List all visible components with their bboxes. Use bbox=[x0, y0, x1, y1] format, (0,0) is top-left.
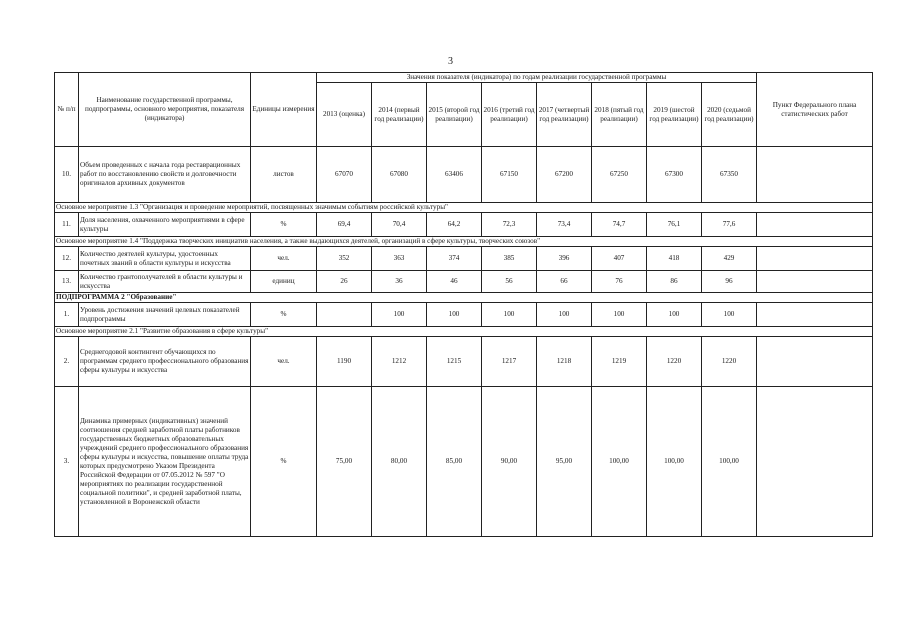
row-number: 10. bbox=[55, 147, 79, 203]
table-row bbox=[55, 303, 873, 327]
header-plan: Пункт Федерального плана статистических работ bbox=[757, 73, 873, 147]
value-cell: 407 bbox=[592, 247, 647, 271]
value-cell: 95,00 bbox=[537, 387, 592, 537]
header-year: 2020 (седьмой год реализации) bbox=[702, 83, 757, 147]
page-number: 3 bbox=[448, 56, 453, 67]
value-cell: 86 bbox=[647, 271, 702, 293]
value-cell: 100 bbox=[372, 303, 427, 327]
plan-cell bbox=[757, 337, 873, 387]
value-cell: 63406 bbox=[427, 147, 482, 203]
value-cell: 36 bbox=[372, 271, 427, 293]
value-cell: 73,4 bbox=[537, 213, 592, 237]
unit-cell: единиц bbox=[251, 271, 317, 293]
plan-cell bbox=[757, 387, 873, 537]
subprogram-row bbox=[55, 293, 873, 303]
row-number: 3. bbox=[55, 387, 79, 537]
value-cell: 100 bbox=[702, 303, 757, 327]
value-cell: 96 bbox=[702, 271, 757, 293]
value-cell: 72,3 bbox=[482, 213, 537, 237]
value-cell: 429 bbox=[702, 247, 757, 271]
header-year: 2018 (пятый год реализации) bbox=[592, 83, 647, 147]
value-cell: 100 bbox=[482, 303, 537, 327]
indicator-name: Среднегодовой контингент обучающихся по программам среднего профессионального образования сферы культуры и искусства bbox=[79, 337, 251, 387]
value-cell: 75,00 bbox=[317, 387, 372, 537]
value-cell: 85,00 bbox=[427, 387, 482, 537]
value-cell: 100 bbox=[647, 303, 702, 327]
header-values-group: Значения показателя (индикатора) по годам реализации государственной программы bbox=[317, 73, 757, 83]
row-number: 11. bbox=[55, 213, 79, 237]
header-year: 2013 (оценка) bbox=[317, 83, 372, 147]
value-cell: 418 bbox=[647, 247, 702, 271]
value-cell: 100 bbox=[592, 303, 647, 327]
plan-cell bbox=[757, 271, 873, 293]
value-cell: 1190 bbox=[317, 337, 372, 387]
row-number: 2. bbox=[55, 337, 79, 387]
value-cell: 67070 bbox=[317, 147, 372, 203]
header-year: 2017 (четвертый год реализации) bbox=[537, 83, 592, 147]
row-number: 12. bbox=[55, 247, 79, 271]
value-cell: 67080 bbox=[372, 147, 427, 203]
plan-cell bbox=[757, 213, 873, 237]
value-cell: 396 bbox=[537, 247, 592, 271]
value-cell: 70,4 bbox=[372, 213, 427, 237]
value-cell: 1220 bbox=[702, 337, 757, 387]
value-cell: 67150 bbox=[482, 147, 537, 203]
unit-cell: чел. bbox=[251, 337, 317, 387]
value-cell: 90,00 bbox=[482, 387, 537, 537]
value-cell: 363 bbox=[372, 247, 427, 271]
header-units: Единицы измерения bbox=[251, 73, 317, 147]
unit-cell: чел. bbox=[251, 247, 317, 271]
value-cell: 67200 bbox=[537, 147, 592, 203]
plan-cell bbox=[757, 247, 873, 271]
header-year: 2014 (первый год реализации) bbox=[372, 83, 427, 147]
value-cell: 64,2 bbox=[427, 213, 482, 237]
header-year: 2016 (третий год реализации) bbox=[482, 83, 537, 147]
indicator-name: Динамика примерных (индикативных) значений соотношения средней заработной платы работников государственных бюджетных образовательных учреждений среднего профессионального образования сферы культуры и искусства, повышение оплаты труда которых предусмотрено Указом Президента Российской Федерации от 07.05.2012 № 597 "О мероприятиях по реализации государственной социальной политики", и средней заработной платы, установленной в Воронежской области bbox=[79, 387, 251, 537]
unit-cell: листов bbox=[251, 147, 317, 203]
value-cell: 67250 bbox=[592, 147, 647, 203]
unit-cell: % bbox=[251, 213, 317, 237]
value-cell: 67350 bbox=[702, 147, 757, 203]
section-row bbox=[55, 203, 873, 213]
section-row bbox=[55, 327, 873, 337]
value-cell: 374 bbox=[427, 247, 482, 271]
row-number: 1. bbox=[55, 303, 79, 327]
value-cell: 100,00 bbox=[702, 387, 757, 537]
value-cell: 100 bbox=[537, 303, 592, 327]
header-year: 2019 (шестой год реализации) bbox=[647, 83, 702, 147]
value-cell: 100,00 bbox=[647, 387, 702, 537]
value-cell: 69,4 bbox=[317, 213, 372, 237]
value-cell: 100,00 bbox=[592, 387, 647, 537]
section-title: Основное мероприятие 1.3 "Организация и проведение мероприятий, посвященных значимым событиям российской культуры" bbox=[55, 203, 873, 213]
header-num: № п/п bbox=[55, 73, 79, 147]
value-cell: 80,00 bbox=[372, 387, 427, 537]
value-cell: 77,6 bbox=[702, 213, 757, 237]
plan-cell bbox=[757, 303, 873, 327]
table-row bbox=[55, 271, 873, 293]
table-row bbox=[55, 247, 873, 271]
value-cell: 1212 bbox=[372, 337, 427, 387]
indicator-name: Количество деятелей культуры, удостоенных почетных званий в области культуры и искусства bbox=[79, 247, 251, 271]
value-cell bbox=[317, 303, 372, 327]
value-cell: 1220 bbox=[647, 337, 702, 387]
value-cell: 385 bbox=[482, 247, 537, 271]
header-name: Наименование государственной программы, подпрограммы, основного мероприятия, показателя (индикатора) bbox=[79, 73, 251, 147]
value-cell: 1215 bbox=[427, 337, 482, 387]
unit-cell: % bbox=[251, 303, 317, 327]
section-row bbox=[55, 237, 873, 247]
table-row bbox=[55, 387, 873, 537]
value-cell: 352 bbox=[317, 247, 372, 271]
value-cell: 74,7 bbox=[592, 213, 647, 237]
indicator-name: Уровень достижения значений целевых показателей подпрограммы bbox=[79, 303, 251, 327]
value-cell: 1218 bbox=[537, 337, 592, 387]
plan-cell bbox=[757, 147, 873, 203]
section-title: Основное мероприятие 1.4 "Поддержка творческих инициатив населения, а также выдающихся деятелей, организаций в сфере культуры, творческих союзов" bbox=[55, 237, 873, 247]
table-row bbox=[55, 337, 873, 387]
value-cell: 26 bbox=[317, 271, 372, 293]
row-number: 13. bbox=[55, 271, 79, 293]
value-cell: 76,1 bbox=[647, 213, 702, 237]
header-year: 2015 (второй год реализации) bbox=[427, 83, 482, 147]
indicator-name: Доля населения, охваченного мероприятиями в сфере культуры bbox=[79, 213, 251, 237]
table-row bbox=[55, 147, 873, 203]
value-cell: 1219 bbox=[592, 337, 647, 387]
indicators-table bbox=[54, 72, 873, 537]
indicator-name: Объем проведенных с начала года реставрационных работ по восстановлению свойств и долговечности оригиналов архивных документов bbox=[79, 147, 251, 203]
value-cell: 76 bbox=[592, 271, 647, 293]
value-cell: 67300 bbox=[647, 147, 702, 203]
subprogram-title: ПОДПРОГРАММА 2 "Образование" bbox=[55, 293, 873, 303]
value-cell: 1217 bbox=[482, 337, 537, 387]
section-title: Основное мероприятие 2.1 "Развитие образования в сфере культуры" bbox=[55, 327, 873, 337]
value-cell: 56 bbox=[482, 271, 537, 293]
value-cell: 66 bbox=[537, 271, 592, 293]
table-row bbox=[55, 213, 873, 237]
indicator-name: Количество грантополучателей в области культуры и искусства bbox=[79, 271, 251, 293]
value-cell: 46 bbox=[427, 271, 482, 293]
value-cell: 100 bbox=[427, 303, 482, 327]
unit-cell: % bbox=[251, 387, 317, 537]
